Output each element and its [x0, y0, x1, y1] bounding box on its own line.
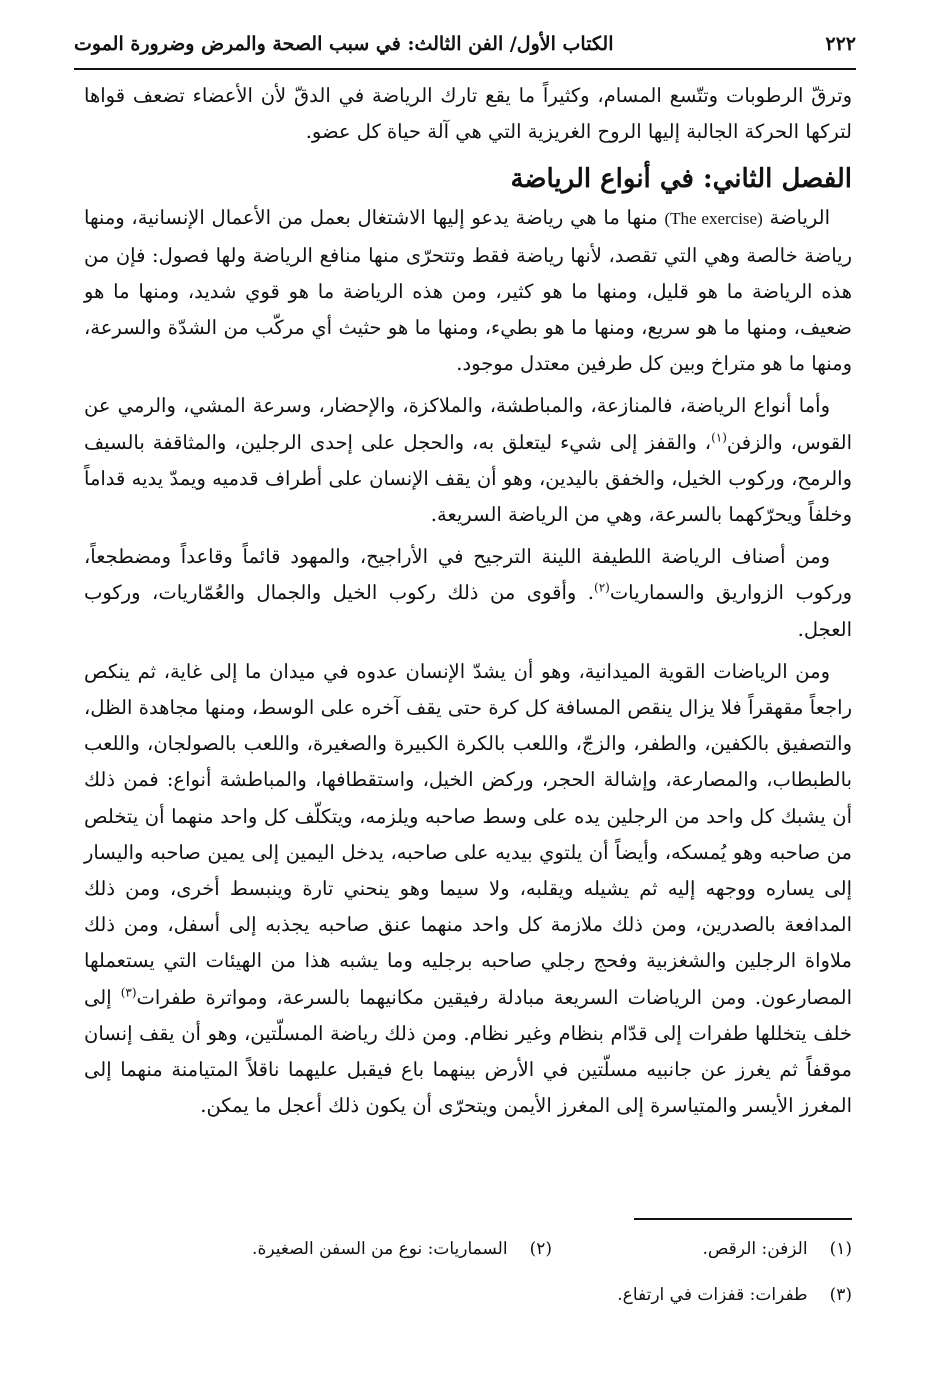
paragraph-text: ومن أصناف الرياضة اللطيفة اللينة الترجيح في الأراجيح، والمهود قائماً وقاعداً ومضطجعاً، وركوب الزواريق والسماريات [84, 545, 852, 605]
header-rule [74, 68, 856, 70]
footnote-2 [252, 1232, 552, 1266]
paragraph-intro [84, 78, 852, 150]
latin-term: (The exercise) [664, 209, 763, 229]
running-title: الكتاب الأول/ الفن الثالث: في سبب الصحة والمرض وضرورة الموت [74, 33, 614, 55]
main-text [84, 78, 852, 1124]
paragraph-2 [84, 388, 852, 533]
footnote-1 [552, 1232, 852, 1266]
paragraph-text: إلى خلف يتخللها طفرات إلى قدّام بنظام وغير نظام. ومن ذلك رياضة المسلّتين، وهو أن يقف إنسان موقفاً ثم يغرز عن جانبيه مسلّتين في الأرض بينهما باع فيقبل عليهما ناقلاً المتيامنة منهما إلى المغرز الأيسر والمتياسرة إلى المغرز الأيمن ويتحرّى أن يكون ذلك أعجل ما يمكن. [84, 985, 852, 1118]
paragraph-text: وترقّ الرطوبات وتتّسع المسام، وكثيراً ما يقع تارك الرياضة في الدقّ لأن الأعضاء تضعف قواها لتركها الحركة الجالبة إليها الروح الغريزية التي هي آلة حياة كل عضو. [84, 84, 852, 144]
footnote-text: طفرات: قفزات في ارتفاع. [617, 1285, 808, 1305]
paragraph-text: الرياضة [769, 206, 830, 230]
paragraph-text: منها ما هي رياضة يدعو إليها الاشتغال بعمل من الأعمال الإنسانية، ومنها رياضة خالصة وهي التي تقصد، لأنها رياضة فقط وتتحرّى منها منافع الرياضة ولها فصول: فإن من هذه الرياضة ما هو قليل، ومنها ما هو كثير، ومن هذه الرياضة ما هو قوي شديد، ومنها ما هو ضعيف، ومنها ما هو سريع، ومنها ما هو بطيء، ومنها ما هو حثيث أي مركّب من الشدّة والسرعة، ومنها ما هو متراخ وبين كل طرفين معتدل موجود. [84, 206, 852, 376]
footnote-number: (١) [829, 1239, 852, 1259]
running-head [74, 22, 856, 66]
paragraph-1 [84, 200, 852, 382]
footnote-number: (٣) [829, 1285, 852, 1305]
chapter-title: الفصل الثاني: في أنواع الرياضة [510, 164, 852, 195]
paragraph-4 [84, 654, 852, 1125]
footnote-row [84, 1278, 852, 1312]
footnote-text: الزفن: الرقص. [702, 1239, 808, 1259]
footnote-number: (٢) [529, 1239, 552, 1259]
footnote-rule [634, 1218, 852, 1220]
footnote-ref-1[interactable]: (١) [711, 430, 727, 445]
paragraph-text: . وأقوى من ذلك ركوب الخيل والجمال والعُمّاريات، وركوب العجل. [84, 581, 852, 641]
footnote-ref-3[interactable]: (٣) [120, 985, 137, 1000]
footnote-ref-2[interactable]: (٢) [594, 580, 610, 595]
footnotes [84, 1232, 852, 1312]
footnote-text: السماريات: نوع من السفن الصغيرة. [252, 1239, 508, 1259]
paragraph-text: ومن الرياضات القوية الميدانية، وهو أن يشدّ الإنسان عدوه في ميدان ما إلى غاية، ثم ينكص راجعاً مقهقراً فلا يزال ينقص المسافة كل كرة حتى يقف آخره على الوسط، ومنها مجاهدة الظل، والتصفيق بالكفين، والطفر، والزجّ، واللعب بالكرة الكبيرة والصغيرة، واللعب بالصولجان، واللعب بالطبطاب، والمصارعة، وإشالة الحجر، وركض الخيل، واستقطافها، والمباطشة أنواع: فمن ذلك أن يشبك كل واحد من الرجلين يده على وسط صاحبه ويلزمه، ويتكلّف كل واحد منهما أن يتخلص من صاحبه وهو يُمسكه، وأيضاً أن يلتوي بيديه على صاحبه، يدخل اليمين إلى يمين صاحبه واليسار إلى يساره ووجهه إليه ثم يشيله ويقلبه، ولا سيما وهو ينحني تارة وينبسط أخرى، ومن ذلك المدافعة بالصدرين، ومن ذلك ملازمة كل واحد منهما عنق صاحبه يجذبه إلى أسفل، ومن ذلك ملاواة الرجلين والشغزبية وفحج رجلي صاحبه برجليه وما يشبه هذا من الهيئات التي يستعملها المصارعون. ومن الرياضات السريعة مبادلة رفيقين مكانيهما بالسرعة، ومواترة طفرات [84, 659, 853, 1009]
page-number: ٢٢٢ [825, 33, 856, 55]
paragraph-3 [84, 539, 852, 648]
footnote-3 [552, 1278, 852, 1312]
paragraph-text: ، والقفز إلى شيء ليتعلق به، والحجل على إحدى الرجلين، والمثاقفة بالسيف والرمح، وركوب الخيل، والخفق باليدين، وهو أن يقف الإنسان على أطراف قدميه ويمدّ يديه قداماً وخلفاً ويحرّكهما بالسرعة، وهي من الرياضة السريعة. [84, 430, 852, 527]
footnote-row [84, 1232, 852, 1266]
paragraph-text: وأما أنواع الرياضة، فالمنازعة، والمباطشة، والملاكزة، والإحضار، وسرعة المشي، والرمي عن القوس، والزفن [84, 394, 852, 454]
